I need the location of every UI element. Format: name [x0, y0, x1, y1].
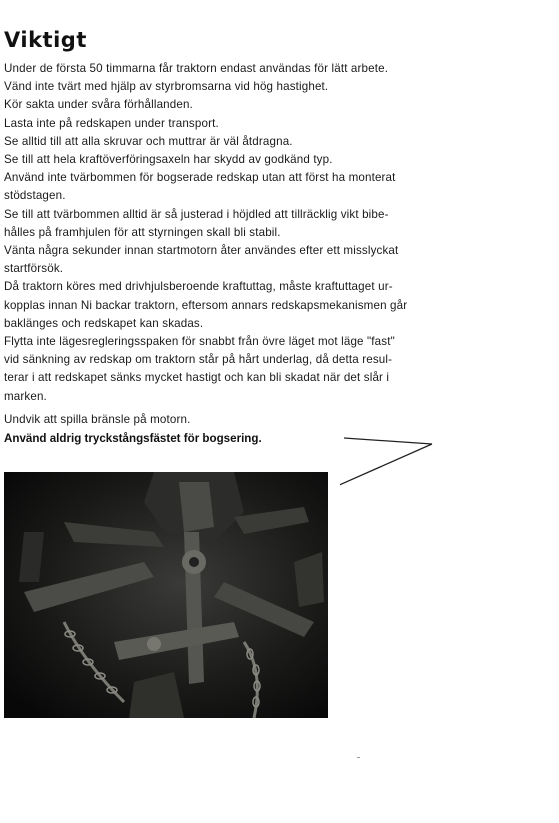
instruction-line: kopplas innan Ni backar traktorn, eftersom annars redskapsmekanismen går — [4, 298, 408, 312]
instruction-line: terar i att redskapet sänks mycket hastigt och kan bli skadat när det slår i — [4, 371, 390, 385]
instruction-line: hålles på framhjulen för att styrningen skall bli stabil. — [4, 225, 281, 239]
instruction-line: vid sänkning av redskap om traktorn står på hårt underlag, då detta resul- — [4, 353, 393, 367]
warning-text: Använd aldrig tryckstångsfästet för bogsering. — [4, 432, 262, 445]
instruction-line: Använd inte tvärbommen för bogserade redskap utan att först ha monterat — [4, 171, 396, 185]
instruction-line: Se alltid till att alla skruvar och muttrar är väl åtdragna. — [4, 134, 293, 148]
instruction-line: Undvik att spilla bränsle på motorn. — [4, 412, 191, 426]
instruction-line: stödstagen. — [4, 189, 66, 203]
instruction-line: Se till att hela kraftöverföringsaxeln har skydd av godkänd typ. — [4, 153, 333, 167]
instruction-line: Vänd inte tvärt med hjälp av styrbromsarna vid hög hastighet. — [4, 80, 329, 94]
instruction-line: Lasta inte på redskapen under transport. — [4, 116, 219, 130]
instruction-list — [4, 60, 459, 429]
instruction-line: Under de första 50 timmarna får traktorn endast användas för lätt arbete. — [4, 62, 389, 75]
instruction-line: baklänges och redskapet kan skadas. — [4, 316, 204, 330]
instruction-line: Då traktorn köres med drivhjulsberoende kraftuttag, måste kraftuttaget ur- — [4, 280, 393, 294]
instruction-line: Se till att tvärbommen alltid är så justerad i höjdled att tillräcklig vikt bibe- — [4, 207, 389, 221]
tractor-linkage-photo — [4, 472, 328, 718]
instruction-line: startförsök. — [4, 262, 64, 276]
instruction-line: Kör sakta under svåra förhållanden. — [4, 98, 193, 112]
scan-mark — [357, 757, 360, 758]
instruction-line: Vänta några sekunder innan startmotorn åter användes efter ett misslyckat — [4, 244, 399, 258]
page-title: Viktigt — [4, 28, 87, 52]
instruction-line: Flytta inte lägesregleringsspaken för snabbt från övre läget mot läge "fast" — [4, 335, 395, 349]
pointer-line — [340, 432, 440, 492]
instruction-line: marken. — [4, 389, 47, 403]
